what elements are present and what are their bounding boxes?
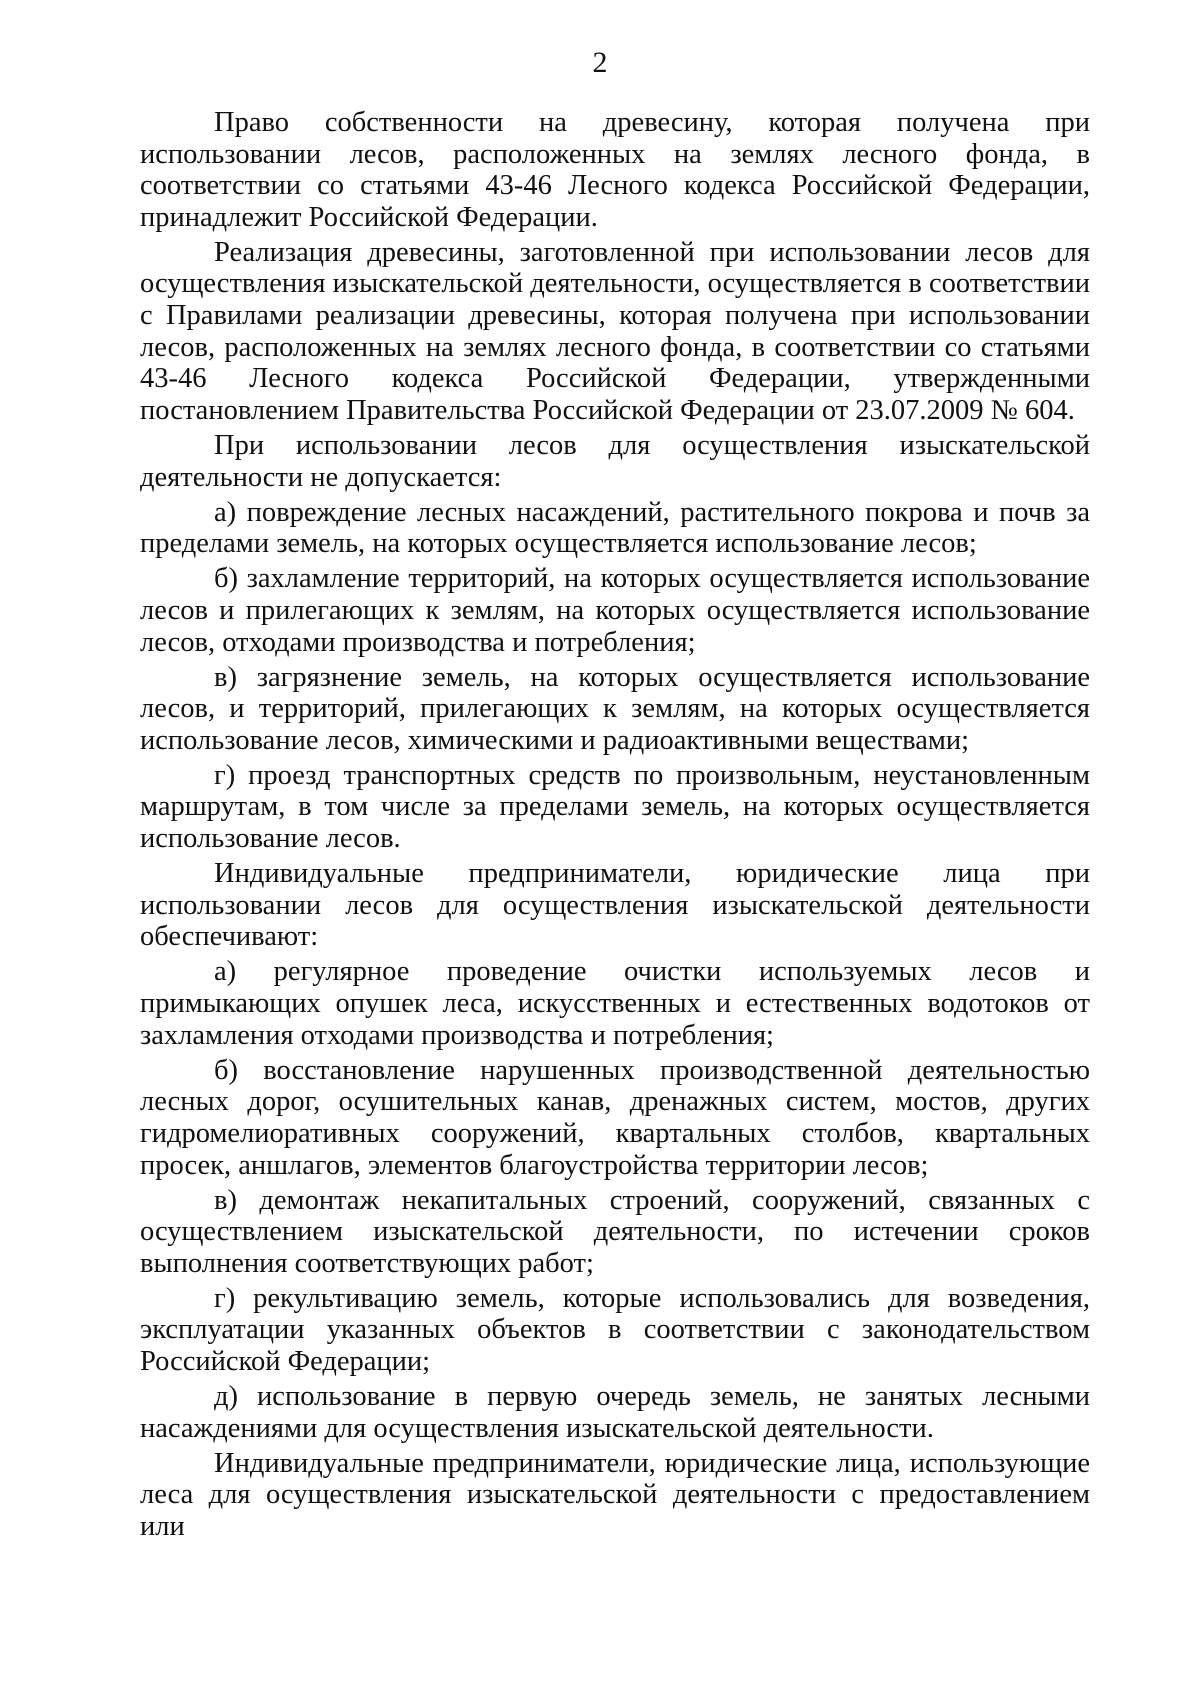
list-item-obligation-e: д) использование в первую очередь земель, не занятых лесными насаждениями для осуществления изыскательской деятельности. — [140, 1381, 1090, 1444]
paragraph-prohibitions-intro: При использовании лесов для осуществления изыскательской деятельности не допускается: — [140, 429, 1090, 493]
paragraph-wood-sale: Реализация древесины, заготовленной при использовании лесов для осуществления изыскательской деятельности, осуществляется в соответствии с Правилами реализации древесины, которая получена при использовании лесов, расположенных на землях лесного фонда, в соответствии со статьями 43-46 Лесного кодекса Российской Федерации, утвержденными постановлением Правительства Российской Федерации от 23.07.2009 № 604. — [140, 236, 1090, 426]
list-item-obligation-d: г) рекультивацию земель, которые использовались для возведения, эксплуатации указанных объектов в соответствии с законодательством Российской Федерации; — [140, 1282, 1090, 1378]
paragraph-obligations-intro: Индивидуальные предприниматели, юридические лица при использовании лесов для осуществления изыскательской деятельности обеспечивают: — [140, 858, 1090, 953]
document-body — [140, 107, 1090, 1546]
list-item-obligation-b: б) восстановление нарушенных производственной деятельностью лесных дорог, осушительных канав, дренажных систем, мостов, других гидромелиоративных сооружений, квартальных столбов, квартальных просек, аншлагов, элементов благоустройства территории лесов; — [140, 1054, 1090, 1181]
list-item-obligation-a: а) регулярное проведение очистки используемых лесов и примыкающих опушек леса, искусственных и естественных водотоков от захламления отходами производства и потребления; — [140, 956, 1090, 1051]
paragraph-continued: Индивидуальные предприниматели, юридические лица, использующие леса для осуществления изыскательской деятельности с предоставлением или — [140, 1447, 1090, 1543]
paragraph-ownership: Право собственности на древесину, которая получена при использовании лесов, расположенных на землях лесного фонда, в соответствии со статьями 43-46 Лесного кодекса Российской Федерации, принадлежит Российской Федерации. — [140, 107, 1090, 233]
list-item-prohibition-d: г) проезд транспортных средств по произвольным, неустановленным маршрутам, в том числе за пределами земель, на которых осуществляется использование лесов. — [140, 759, 1090, 855]
list-item-obligation-c: в) демонтаж некапитальных строений, сооружений, связанных с осуществлением изыскательской деятельности, по истечении сроков выполнения соответствующих работ; — [140, 1184, 1090, 1279]
list-item-prohibition-c: в) загрязнение земель, на которых осуществляется использование лесов, и территорий, прилегающих к землям, на которых осуществляется использование лесов, химическими и радиоактивными веществами; — [140, 661, 1090, 756]
page-number: 2 — [592, 46, 608, 79]
list-item-prohibition-a: а) повреждение лесных насаждений, растительного покрова и почв за пределами земель, на которых осуществляется использование лесов; — [140, 496, 1090, 560]
list-item-prohibition-b: б) захламление территорий, на которых осуществляется использование лесов и прилегающих к землям, на которых осуществляется использование лесов, отходами производства и потребления; — [140, 563, 1090, 658]
